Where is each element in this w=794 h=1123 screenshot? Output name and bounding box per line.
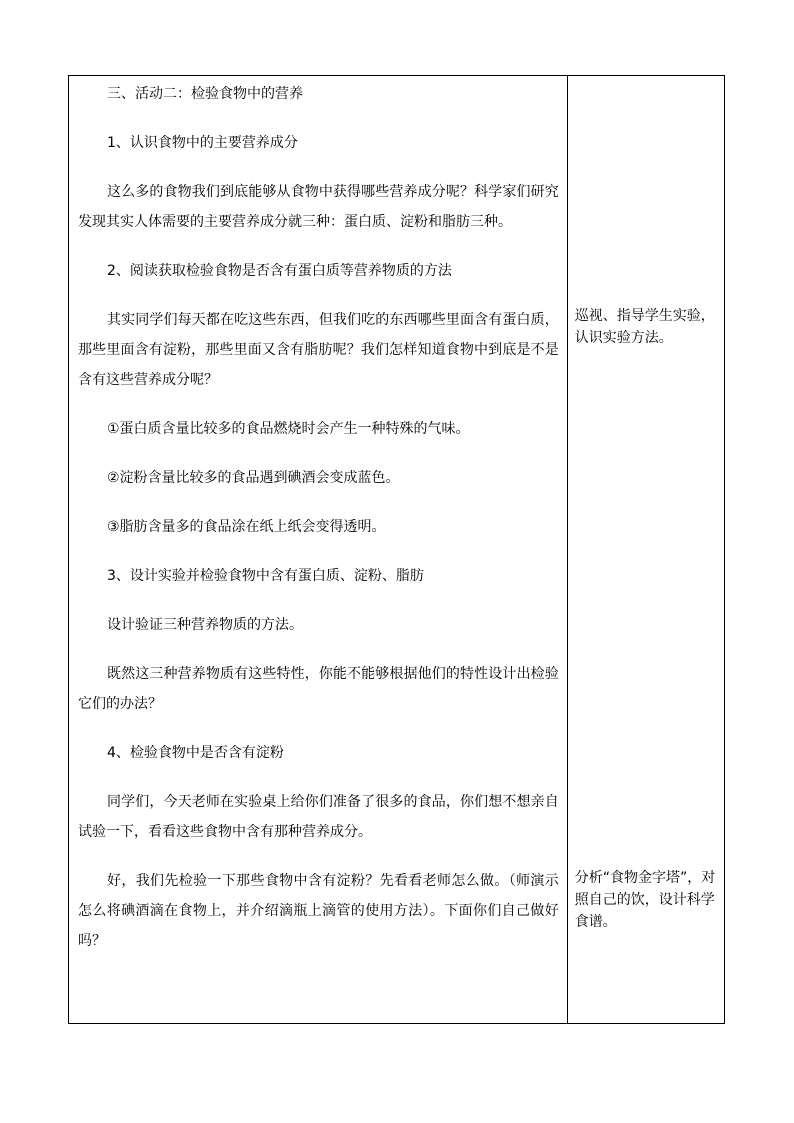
method-fat: ③脂肪含量多的食品涂在纸上纸会变得透明。: [107, 519, 386, 535]
subheading-1: 1、认识食物中的主要营养成分: [107, 135, 298, 151]
subheading-4: 4、检验食物中是否含有淀粉: [107, 745, 284, 761]
method-protein: ①蛋白质含量比较多的食品燃烧时会产生一种特殊的气味。: [107, 421, 470, 437]
paragraph-since: 既然这三种营养物质有这些特性，你能不能够根据他们的特性设计出检验它们的办法？: [78, 666, 559, 712]
teacher-activity-cell: [567, 76, 724, 1024]
paragraph-demonstration: 好，我们先检验一下那些食物中含有淀粉？先看看老师怎么做。（师演示怎么将碘酒滴在食物上，并介绍滴瓶上滴管的使用方法）。下面你们自己做好吗？: [78, 873, 559, 949]
subheading-2: 2、阅读获取检验食物是否含有蛋白质等营养物质的方法: [107, 263, 452, 279]
paragraph-classmates: 同学们，今天老师在实验桌上给你们准备了很多的食品，你们想不想亲自试验一下，看看这些食物中含有那种营养成分。: [78, 794, 559, 840]
lesson-plan-table: [68, 75, 725, 1024]
side-note-analysis: 分析“食物金字塔”，对照自己的饮，设计科学食谱。: [574, 870, 716, 930]
teaching-content-cell: [69, 76, 568, 1024]
side-note-guide: 巡视、指导学生实验，认识实验方法。: [574, 308, 715, 346]
method-starch: ②淀粉含量比较多的食品遇到碘酒会变成蓝色。: [107, 470, 400, 486]
table-row: [69, 76, 725, 1024]
paragraph-question: 其实同学们每天都在吃这些东西，但我们吃的东西哪些里面含有蛋白质，那些里面含有淀粉，那些里面又含有脂肪呢？我们怎样知道食物中到底是不是含有这些营养成分呢？: [78, 312, 559, 388]
subheading-3: 3、设计实验并检验食物中含有蛋白质、淀粉、脂肪: [107, 568, 424, 584]
section-heading: 三、活动二：检验食物中的营养: [107, 86, 303, 102]
paragraph-intro: 这么多的食物我们到底能够从食物中获得哪些营养成分呢？科学家们研究发现其实人体需要的主要营养成分就三种：蛋白质、淀粉和脂肪三种。: [78, 184, 559, 230]
paragraph-design: 设计验证三种营养物质的方法。: [107, 617, 303, 633]
